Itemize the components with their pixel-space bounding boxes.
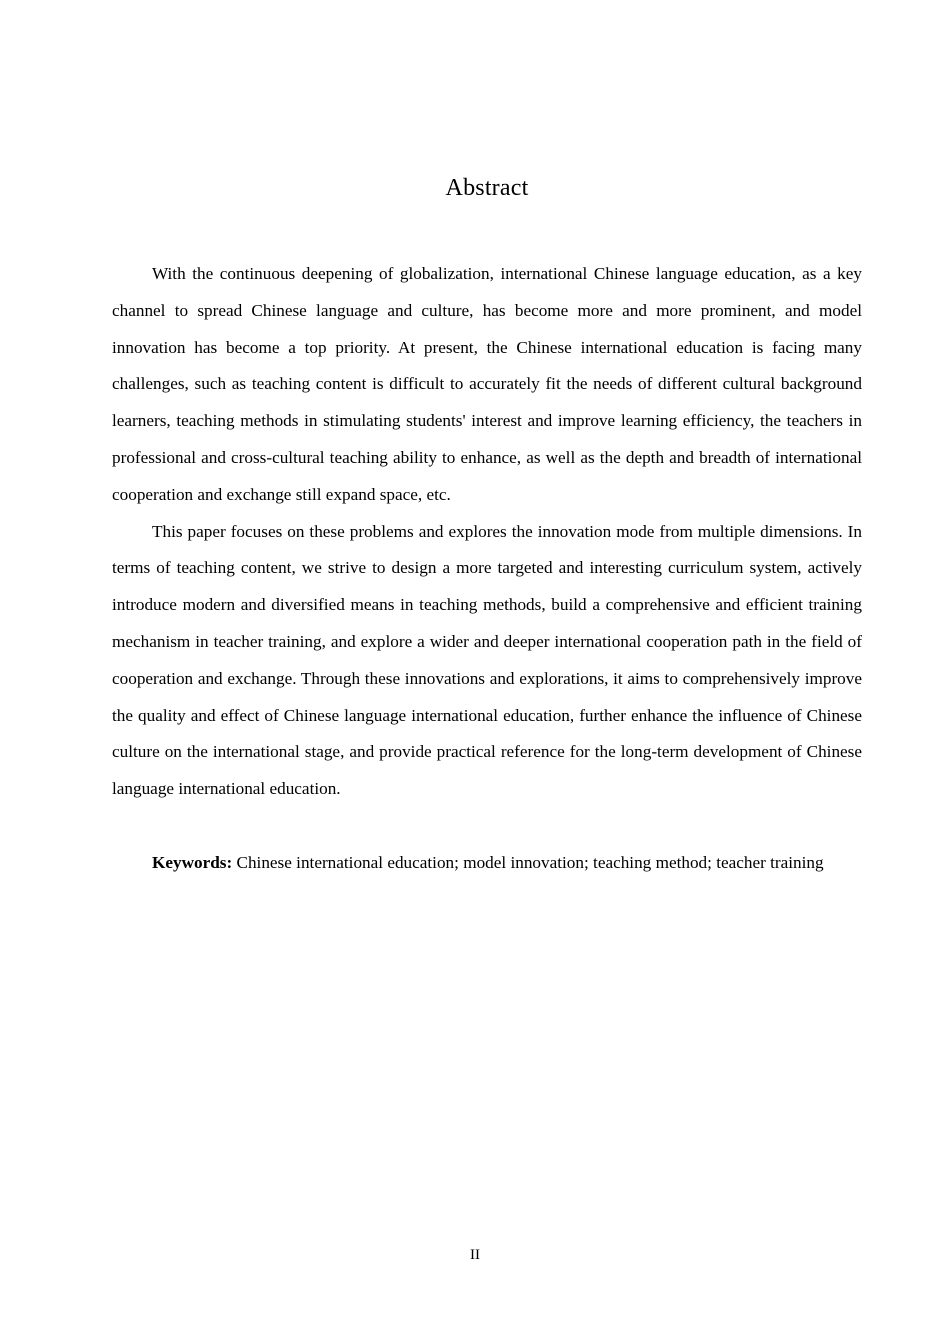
keywords-value: Chinese international education; model innovation; teaching method; teacher training <box>236 852 824 872</box>
keywords-label: Keywords: <box>152 852 233 872</box>
page-title: Abstract <box>445 175 529 201</box>
keywords-section <box>112 845 862 882</box>
abstract-paragraph-2: This paper focuses on these problems and explores the innovation mode from multiple dimensions. In terms of teaching content, we strive to design a more targeted and interesting curriculum system, actively introduce modern and diversified means in teaching methods, build a comprehensive and efficient training mechanism in teacher training, and explore a wider and deeper international cooperation path in the field of cooperation and exchange. Through these innovations and explorations, it aims to comprehensively improve the quality and effect of Chinese language international education, further enhance the influence of Chinese culture on the international stage, and provide practical reference for the long-term development of Chinese language international education. <box>112 521 862 799</box>
page-content <box>112 0 862 882</box>
abstract-paragraph-1: With the continuous deepening of globalization, international Chinese language education, as a key channel to spread Chinese language and culture, has become more and more prominent, and model innovation has become a top priority. At present, the Chinese international education is facing many challenges, such as teaching content is difficult to accurately fit the needs of different cultural background learners, teaching methods in stimulating students' interest and improve learning efficiency, the teachers in professional and cross-cultural teaching ability to enhance, as well as the depth and breadth of international cooperation and exchange still expand space, etc. <box>112 264 862 504</box>
page-number: II <box>470 1247 480 1263</box>
abstract-body <box>112 256 862 808</box>
keywords-line <box>112 845 862 882</box>
